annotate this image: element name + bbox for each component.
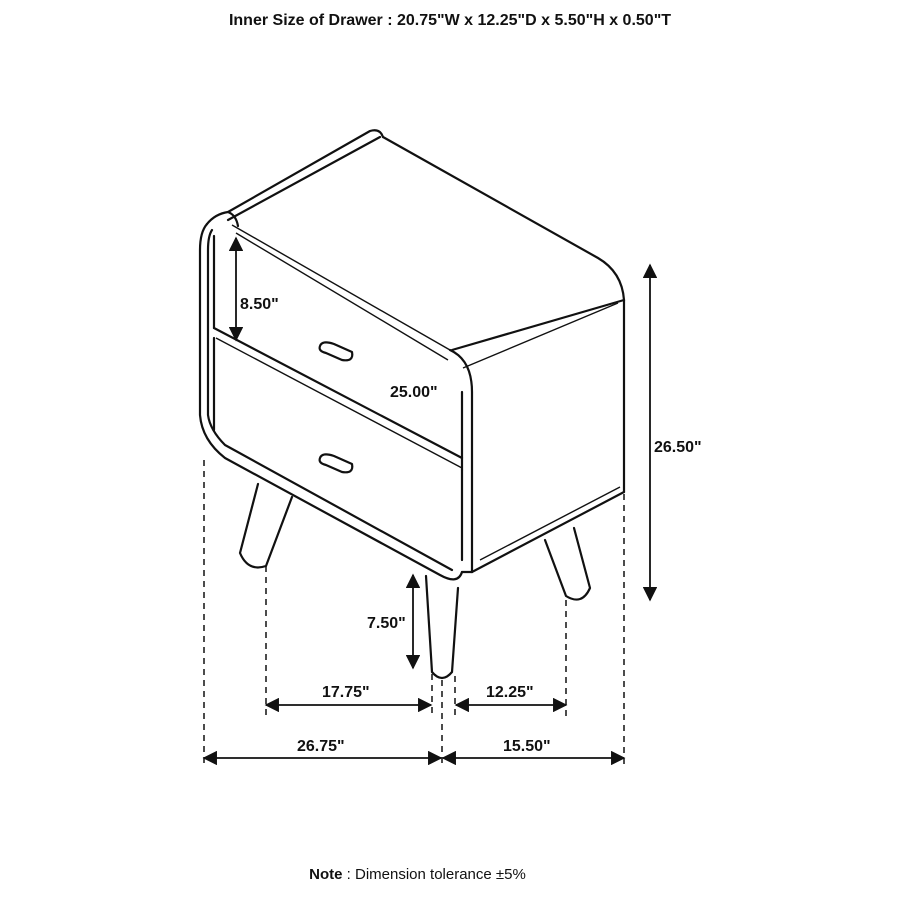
tolerance-note (0, 866, 835, 883)
drawer-top (214, 236, 462, 470)
note-text: : Dimension tolerance ±5% (342, 866, 526, 883)
note-label: Note (309, 866, 343, 883)
side-panel (450, 300, 624, 572)
label-side-leg-span: 12.25" (486, 684, 534, 701)
dim-total-height (650, 265, 702, 600)
label-front-leg-span: 17.75" (322, 684, 370, 701)
dim-overall-width (204, 738, 441, 758)
extension-lines (204, 460, 624, 766)
label-leg-height: 7.50" (367, 615, 406, 632)
label-front-width: 25.00" (390, 384, 438, 401)
dim-overall-depth (443, 738, 624, 758)
dim-front-leg-span (266, 684, 431, 705)
label-drawer-height: 8.50" (240, 296, 279, 313)
label-overall-width: 26.75" (297, 738, 345, 755)
page-title: Inner Size of Drawer : 20.75"W x 12.25"D x 5.50"H x 0.50"T (228, 12, 672, 29)
dim-drawer-height (236, 238, 279, 340)
dim-leg-height (367, 575, 413, 668)
drawer-handle-bottom (320, 454, 353, 472)
label-total-height: 26.50" (654, 439, 702, 456)
dim-side-leg-span (456, 684, 566, 705)
label-overall-depth: 15.50" (503, 738, 551, 755)
top-surface (207, 130, 624, 360)
legs (240, 484, 590, 678)
drawer-handle-top (320, 342, 353, 360)
